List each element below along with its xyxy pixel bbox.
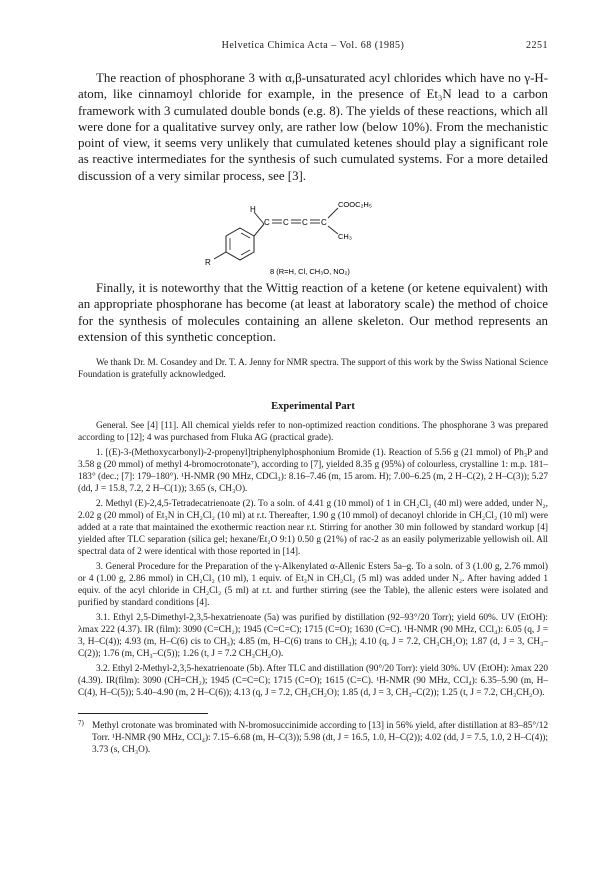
experimental-item-3-1: 3.1. Ethyl 2,5-Dimethyl-2,3,5-hexatrienoate (5a) was purified by distillation (92–93°/20 Torr); yield 60%. UV (EtOH): λmax 222 (4.37). IR (film): 3090 (C=CH₂); 1945 (C=C=C); 1715 (C=O); 1630 (C=C). ¹H-NMR (90 MHz, CCl₄): 6.05 (q, J = 3, H–C(4)); 4.93 (m, H–C(6) cis to CH₃); 4.85 (m, H–C(6) trans to CH₃); 4.10 (q, J = 7.2, CH₃CH₂O); 1.87 (d, J = 3, CH₃–C(2)); 1.76 (m, CH₃–C(5)); 1.26 (t, J = 7.2 CH₃CH₂O). <box>78 613 548 660</box>
ring-vinyl-bond <box>254 224 264 236</box>
experimental-general: General. See [4] [11]. All chemical yields refer to non-optimized reaction conditions. The phosphorane 3 was prepared according to [12]; 4 was purchased from Fluka AG (practical grade). <box>78 421 548 444</box>
chemical-scheme <box>78 188 548 280</box>
running-head <box>78 40 548 56</box>
atom-label-h: H <box>250 205 256 215</box>
atom-label-c: C <box>264 218 270 228</box>
experimental-item-1: 1. [(E)-3-(Methoxycarbonyl)-2-propenyl]triphenylphosphonium Bromide (1). Reaction of 5.56 g (21 mmol) of Ph₃P and 3.58 g (20 mmol) of methyl 4-bromocrotonate⁷), according to [7], yielded 8.35 g (95%) of colourless, crystalline 1: m.p. 181–183° (dec.; [7]: 179–180°). ¹H-NMR (90 MHz, CDCl₃): 8.16–7.46 (m, 15 arom. H); 7.00–6.25 (m, 2 H–C(2), 2 H–C(3)); 5.27 (dd, J = 15.8, 7.2, 2 H–C(1)); 3.65 (s, CH₃O). <box>78 448 548 495</box>
acknowledgement: We thank Dr. M. Cosandey and Dr. T. A. Jenny for NMR spectra. The support of this work by the Swiss National Science Foundation is gratefully acknowledged. <box>78 358 548 381</box>
r-bond <box>214 252 226 259</box>
ring-double-bond <box>241 250 250 255</box>
footnote-mark: 7) <box>78 719 84 728</box>
journal-page <box>78 40 548 756</box>
atom-label-c: C <box>321 218 327 228</box>
journal-title: Helvetica Chimica Acta – Vol. 68 (1985) <box>221 40 405 51</box>
section-heading: Experimental Part <box>271 401 355 413</box>
ester-bond <box>328 208 338 218</box>
experimental-item-3-2: 3.2. Ethyl 2-Methyl-2,3,5-hexatrienoate (5b). After TLC and distillation (90°/20 Torr): yield 30%. UV (EtOH): λmax 220 (4.39). IR(film): 3090 (CH=CH₂); 1945 (C=C=C); 1715 (C=O); 1615 (C=C). ¹H-NMR (90 MHz, CCl₄): 6.35–5.90 (m, H–C(4), H–C(5)); 5.40–4.90 (m, 2 H–C(6)); 4.13 (q, J = 7.2, CH₃CH₂O); 1.85 (d, J = 3, CH₃–C(2)); 1.25 (t, J = 7.2, CH₃CH₂O). <box>78 664 548 699</box>
r-label: R <box>205 258 211 268</box>
footnote-text: Methyl crotonate was brominated with N-bromosuccinimide according to [13] in 56% yield, after distillation at 83–85°/12 Torr. ¹H-NMR (90 MHz, CCl₄): 7.15–6.68 (m, H–C(3)); 5.98 (dt, J = 16.5, 1.0, H–C(2)); 4.02 (dd, J = 7.5, 1.0, 2 H–C(4)); 3.73 (s, CH₃O). <box>92 721 548 756</box>
methyl-label: CH₃ <box>338 232 352 242</box>
experimental-item-3: 3. General Procedure for the Preparation of the γ-Alkenylated α-Allenic Esters 5a–g. To a soln. of 3 (1.00 g, 2.76 mmol) or 4 (1.00 g, 2.86 mmol) in CH₂Cl₂ (10 ml), 1 equiv. of Et₃N in CH₂Cl₂ (5 ml) was added under N₂. After having added 1 equiv. of the acyl chloride in CH₂Cl₂ (5 ml) at r.t. and further stirring (see the Table), the allenic esters were isolated and purified by standard conditions [4]. <box>78 562 548 609</box>
ester-label: COOC₂H₅ <box>338 200 372 210</box>
footnote <box>78 720 548 756</box>
footnote-divider <box>78 713 208 714</box>
intro-paragraph: The reaction of phosphorane 3 with α,β-unsaturated acyl chlorides which have no γ-H-atom, like cinnamoyl chloride for example, in the presence of Et₃N lead to a carbon framework with 3 cumulated double bonds (e.g. 8). The yields of these reactions, which all were done for a qualitative survey only, are rather low (below 10%). From the mechanistic point of view, it seems very unlikely that cumulated ketenes should play a significant role as reactive intermediates for the synthesis of such cumulated systems. For a more detailed discussion of a very similar process, see [3]. <box>78 71 548 183</box>
ring-double-bond <box>241 233 250 238</box>
scheme-caption: 8 (R=H, Cl, CH₃O, NO₂) <box>270 267 350 277</box>
methyl-bond <box>328 226 338 234</box>
allene-structure-figure <box>188 188 448 280</box>
conclusion-paragraph: Finally, it is noteworthy that the Wittig reaction of a ketene (or ketene equivalent) with an appropriate phosphorane has become (at least at laboratory scale) the method of choice for the synthesis of molecules containing an allene skeleton. Our method represents an extension of this synthetic conception. <box>78 281 548 344</box>
atom-label-c: C <box>302 218 308 228</box>
page-number: 2251 <box>526 40 548 51</box>
atom-label-c: C <box>283 218 289 228</box>
experimental-item-2: 2. Methyl (E)-2,4,5-Tetradecatrienoate (2). To a soln. of 4.41 g (10 mmol) of 1 in CH₂Cl₂ (40 ml) were added, under N₂, 2.02 g (20 mmol) of Et₃N in CH₂Cl₂ (10 ml) at r.t. Thereafter, 1.90 g (10 mmol) of decanoyl chloride in CH₂Cl₂ (10 ml) were added at a rate that maintained the exothermic reaction near r.t. Stirring for another 30 min followed by standard workup [4] yielded after TLC separation (silica gel; hexane/Et₂O 9:1) 0.50 g (21%) of rac-2 as an easily polymerizable yellowish oil. All spectral data of 2 were identical with those reported in [14]. <box>78 499 548 558</box>
